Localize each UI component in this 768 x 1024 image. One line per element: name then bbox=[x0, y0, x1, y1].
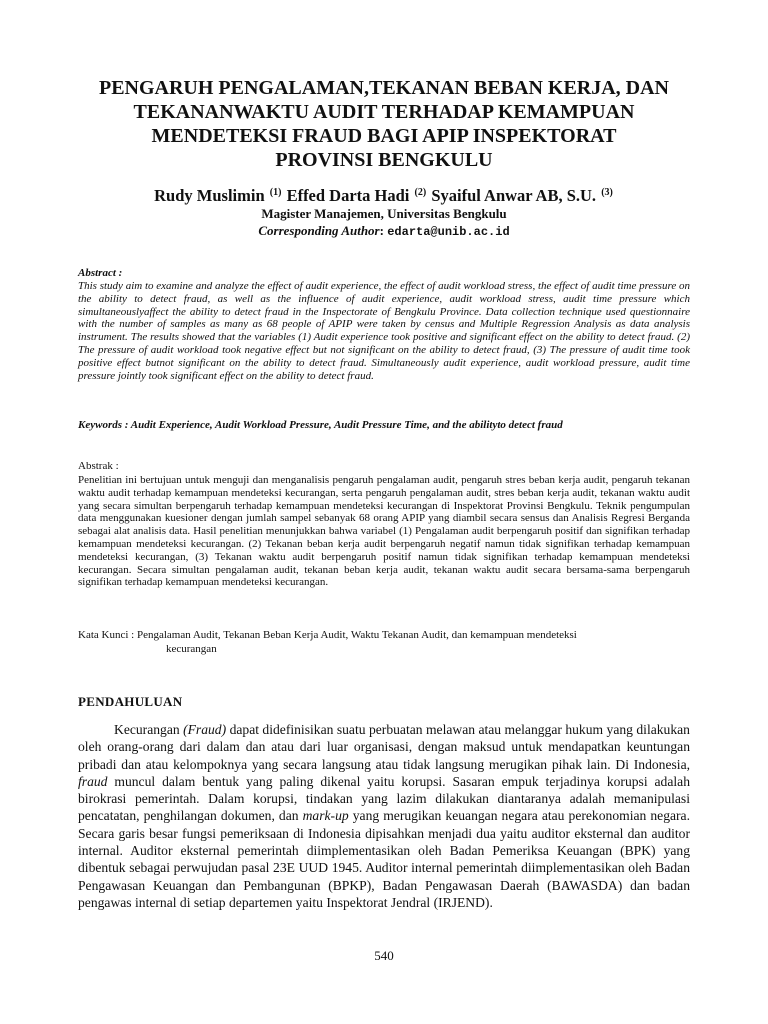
keywords-id-continuation: kecurangan bbox=[166, 643, 217, 655]
abstract-id-text: Penelitian ini bertujuan untuk menguji dan menganalisis pengaruh pengalaman audit, pengaruh stres beban kerja audit, pengaruh tekanan waktu audit terhadap kemampuan mendeteksi kecurangan, serta pengaruh pengalaman audit, stres beban kerja audit, tekanan waktu audit yang secara simultan berpengaruh terhadap kemampuan mendeteksi kecurangan di Inspektorat Provinsi Bengkulu. Teknik pengumpulan data menggunakan kuesioner dengan jumlah sampel sebanyak 68 orang APIP yang diambil secara sensus dan Analisis Regresi Berganda sebagai alat analisis data. Hasil penelitian menunjukkan bahwa variabel (1) Pengalaman audit berpengaruh positif dan signifikan terhadap kemampuan mendeteksi kecurangan. (2) Tekanan beban kerja audit berpengaruh negatif namun tidak signifikan terhadap kemampuan mendeteksi kecurangan, (3) Tekanan waktu audit berpengaruh positif namun tidak signifikan terhadap kemampuan mendeteksi kecurangan. Secara simultan pengalaman audit, tekanan beban kerja audit, tekanan waktu audit secara bersama-sama berpengaruh signifikan terhadap kemampuan mendeteksi kecurangan. bbox=[78, 474, 690, 589]
paper-title bbox=[70, 76, 698, 172]
body-paragraph bbox=[78, 721, 690, 911]
author-name: Syaiful Anwar AB, S.U. bbox=[431, 186, 597, 205]
author-affiliation-marker: (2) bbox=[414, 187, 427, 198]
corresponding-author bbox=[80, 223, 688, 240]
body-text: Kecurangan bbox=[114, 722, 184, 737]
corresponding-email: edarta@unib.ac.id bbox=[387, 225, 510, 239]
section-heading: PENDAHULUAN bbox=[78, 694, 183, 709]
author-name: Effed Darta Hadi bbox=[286, 186, 410, 205]
body-italic-term: fraud bbox=[78, 773, 108, 789]
keywords-id-line: Kata Kunci : Pengalaman Audit, Tekanan Beban Kerja Audit, Waktu Tekanan Audit, dan kemampuan mendeteksi bbox=[78, 629, 577, 641]
body-italic-term: (Fraud) bbox=[183, 722, 227, 737]
body-text: muncul dalam bentuk yang paling dikenal yaitu korupsi. Sasaran empuk terjadinya korupsi adalah birokrasi pemerintah. Dalam korupsi, tindakan yang lazim dilakukan diantaranya adalah memanipulasi pencatatan, penghilangan dokumen, dan bbox=[78, 773, 690, 824]
abstract-en-text: This study aim to examine and analyze the effect of audit experience, the effect of audit workload stress, the effect of audit time pressure on the ability to detect fraud, as well as the influence of audit experience, audit workload stress, audit time pressure which simultaneouslyaffect the ability to detect fraud in the Inspectorate of Bengkulu Province. Data collection technique used questionnaire with the number of samples as many as 68 people of APIP were taken by census and Multiple Regression Analysis as data analysis instrument. The results showed that the variables (1) Audit experience took positive and significant effect on the ability to detect fraud. (2) The pressure of audit workload took negative effect but not significant on the ability to detect fraud, (3) The pressure of audit time took positive effect butnot significant on the ability to detect fraud. Simultaneously audit experience, audit workload pressure, audit time pressure jointly took significant effect on the ability to detect fraud. bbox=[78, 280, 690, 382]
title-line: MENDETEKSI FRAUD BAGI APIP INSPEKTORAT bbox=[151, 125, 617, 147]
keywords-id bbox=[78, 628, 690, 656]
corresponding-label: Corresponding Author bbox=[258, 223, 380, 238]
title-line: PENGARUH PENGALAMAN,TEKANAN BEBAN KERJA, DAN bbox=[98, 77, 670, 99]
body-text: yang merugikan keuangan negara atau perekonomian negara. Secara garis besar fungsi pemeriksaan di Indonesia dipisahkan menjadi dua yaitu auditor eksternal dan auditor internal. Auditor eksternal pemerintah diimplementasikan oleh Badan Pemeriksa Keuangan (BPK) yang dibentuk sebagai perwujudan pasal 23E UUD 1945. Auditor internal pemerintah diimplementasikan oleh Badan Pengawasan Keuangan dan Pembangunan (BPKP), Badan Pengawasan Daerah (BAWASDA) dan badan pengawas internal di setiap departemen yaitu Inspektorat Jendral (IRJEND). bbox=[78, 808, 690, 910]
author-affiliation-marker: (1) bbox=[269, 187, 282, 198]
abstract-id-heading: Abstrak : bbox=[78, 460, 119, 472]
title-line: TEKANANWAKTU AUDIT TERHADAP KEMAMPUAN bbox=[133, 101, 635, 123]
body-italic-term: mark-up bbox=[302, 808, 349, 824]
corresponding-separator: : bbox=[379, 223, 388, 238]
author-list bbox=[80, 183, 688, 206]
body-text: dapat didefinisikan suatu perbuatan melawan atau melanggar hukum yang dilakukan oleh orang-orang dari dalam dan atau dari luar organisasi, dengan maksud untuk mendapatkan keuntungan pribadi dan atau kelompoknya yang secara langsung atau tidak langsung merugikan pihak lain. Di Indonesia, bbox=[78, 722, 690, 772]
abstract-en-heading: Abstract : bbox=[78, 267, 123, 279]
affiliation: Magister Manajemen, Universitas Bengkulu bbox=[261, 206, 507, 221]
author-name: Rudy Muslimin bbox=[154, 186, 265, 205]
keywords-en: Keywords : Audit Experience, Audit Workload Pressure, Audit Pressure Time, and the abilityto detect fraud bbox=[78, 419, 563, 431]
title-line: PROVINSI BENGKULU bbox=[275, 149, 493, 171]
page-number: 540 bbox=[374, 948, 394, 963]
author-affiliation-marker: (3) bbox=[601, 187, 613, 198]
